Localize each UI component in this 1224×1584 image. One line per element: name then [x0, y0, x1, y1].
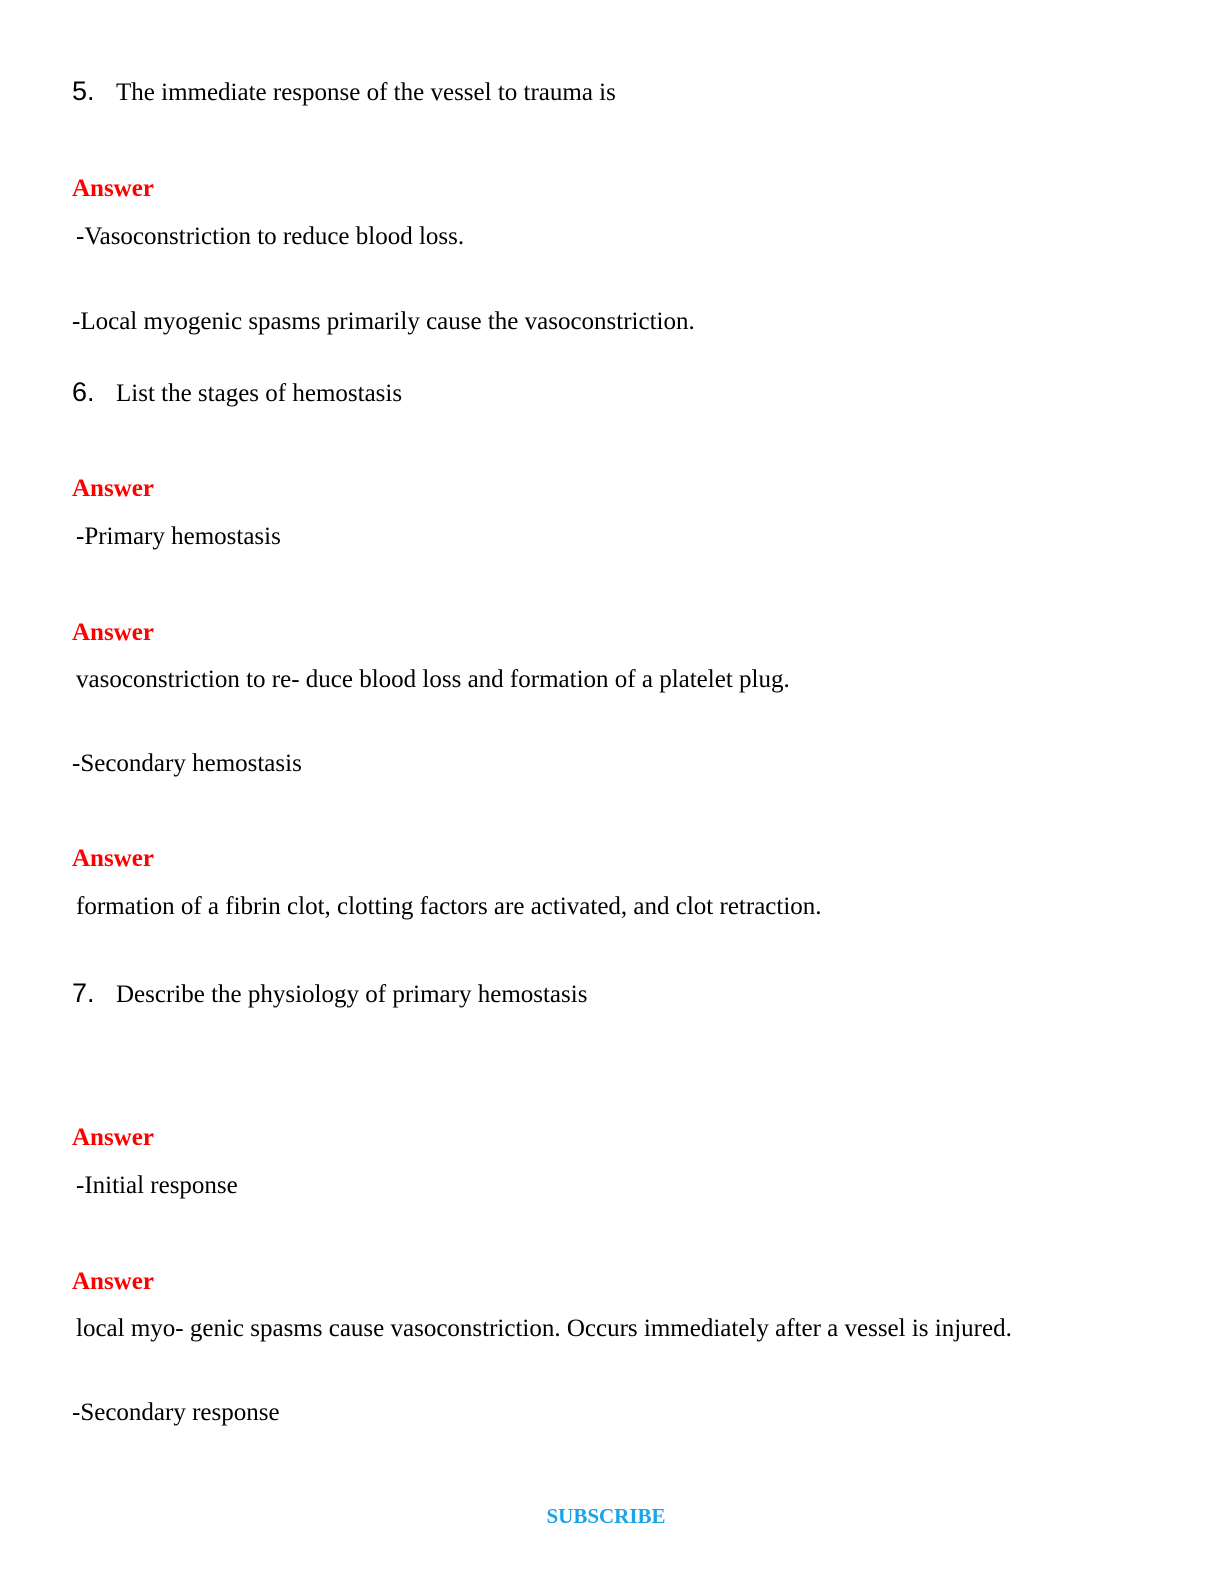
answer-line: -Secondary response: [72, 1399, 280, 1426]
question-5: [72, 78, 616, 105]
question-7: [72, 980, 587, 1007]
question-number: 5.: [72, 76, 95, 106]
answer-label: Answer: [72, 1268, 154, 1295]
answer-line: formation of a fibrin clot, clotting factors are activated, and clot retraction.: [76, 893, 822, 920]
answer-label: Answer: [72, 619, 154, 646]
answer-line: vasoconstriction to re- duce blood loss and formation of a platelet plug.: [76, 666, 790, 693]
answer-label: Answer: [72, 845, 154, 872]
question-number: 7.: [72, 978, 95, 1008]
question-text: The immediate response of the vessel to trauma is: [116, 79, 616, 106]
answer-line: -Initial response: [76, 1172, 238, 1199]
answer-label: Answer: [72, 475, 154, 502]
answer-line: -Local myogenic spasms primarily cause the vasoconstriction.: [72, 308, 695, 335]
subscribe-link[interactable]: SUBSCRIBE: [546, 1504, 666, 1528]
question-text: List the stages of hemostasis: [116, 380, 403, 407]
question-number: 6.: [72, 377, 95, 407]
answer-label: Answer: [72, 1124, 154, 1151]
answer-line: local myo- genic spasms cause vasoconstriction. Occurs immediately after a vessel is injured.: [76, 1315, 1012, 1342]
answer-line: -Vasoconstriction to reduce blood loss.: [76, 223, 465, 250]
answer-label: Answer: [72, 175, 154, 202]
answer-line: -Primary hemostasis: [76, 523, 281, 550]
answer-line: -Secondary hemostasis: [72, 750, 302, 777]
question-text: Describe the physiology of primary hemostasis: [116, 981, 588, 1008]
question-6: [72, 379, 402, 406]
